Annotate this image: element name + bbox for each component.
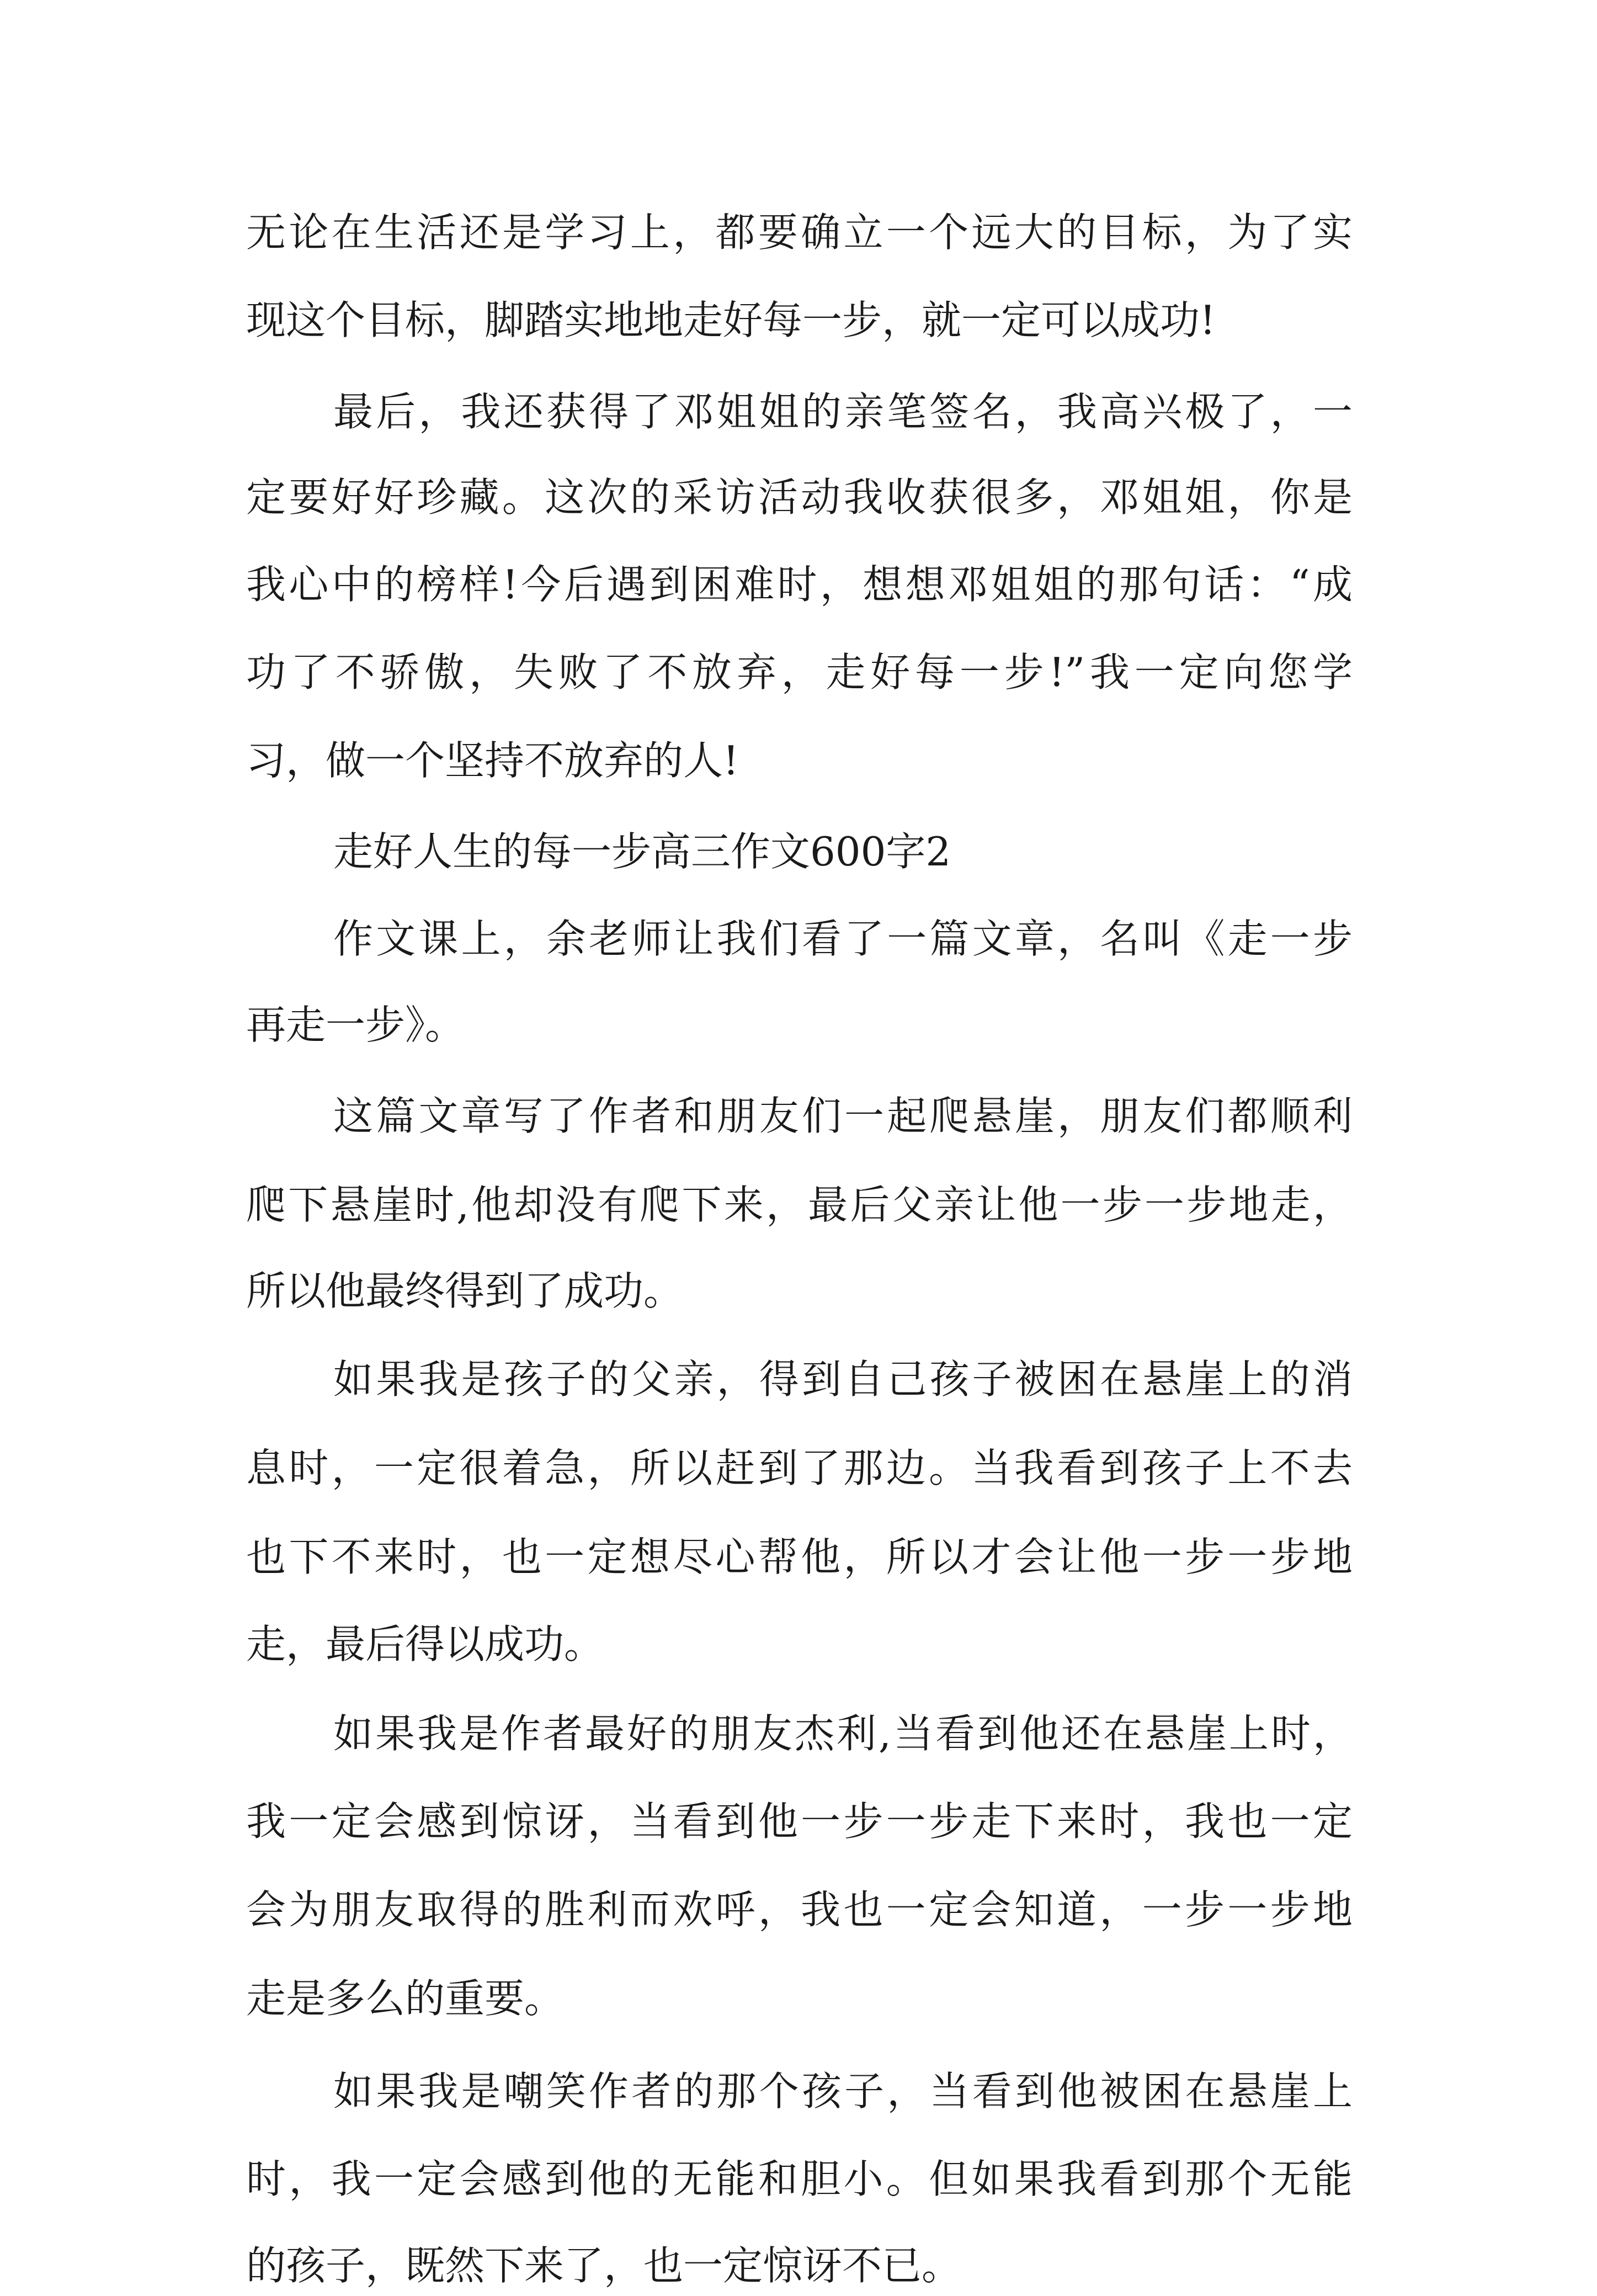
text-line: 息时，一定很着急，所以赶到了那边。当我看到孩子上不去: [246, 1445, 1353, 1491]
text-line: 的孩子，既然下来了，也一定惊讶不已。: [246, 2242, 962, 2289]
text-line: 如果我是嘲笑作者的那个孩子，当看到他被困在悬崖上: [333, 2068, 1353, 2114]
text-line: 最后，我还获得了邓姐姐的亲笔签名，我高兴极了，一: [333, 389, 1353, 435]
text-line: 现这个目标，脚踏实地地走好每一步，就一定可以成功!: [246, 297, 1216, 343]
text-line: 我心中的榜样!今后遇到困难时，想想邓姐姐的那句话：“成: [246, 561, 1353, 608]
text-line: 爬下悬崖时,他却没有爬下来，最后父亲让他一步一步地走，: [246, 1182, 1353, 1228]
text-line: 如果我是孩子的父亲，得到自己孩子被困在悬崖上的消: [333, 1356, 1353, 1402]
text-line: 习，做一个坚持不放弃的人!: [246, 737, 739, 784]
text-line: 无论在生活还是学习上，都要确立一个远大的目标，为了实: [246, 209, 1353, 256]
text-line: 走是多么的重要。: [246, 1975, 565, 2022]
text-line: 时，我一定会感到他的无能和胆小。但如果我看到那个无能: [246, 2156, 1353, 2202]
section-heading: 走好人生的每一步高三作文600字2: [333, 828, 951, 875]
text-line: 这篇文章写了作者和朋友们一起爬悬崖，朋友们都顺利: [333, 1093, 1353, 1139]
text-line: 功了不骄傲，失败了不放弃，走好每一步!”我一定向您学: [246, 649, 1353, 695]
text-line: 定要好好珍藏。这次的采访活动我收获很多，邓姐姐，你是: [246, 474, 1353, 520]
text-line: 走，最后得以成功。: [246, 1621, 604, 1667]
text-line: 作文课上，余老师让我们看了一篇文章，名叫《走一步: [333, 916, 1353, 962]
text-line: 我一定会感到惊讶，当看到他一步一步走下来时，我也一定: [246, 1798, 1353, 1845]
text-line: 会为朋友取得的胜利而欢呼，我也一定会知道，一步一步地: [246, 1886, 1353, 1933]
text-line: 再走一步》。: [246, 1002, 465, 1048]
text-line: 所以他最终得到了成功。: [246, 1268, 684, 1314]
text-line: 也下不来时，也一定想尽心帮他，所以才会让他一步一步地: [246, 1534, 1353, 1580]
text-line: 如果我是作者最好的朋友杰利,当看到他还在悬崖上时，: [333, 1710, 1353, 1757]
